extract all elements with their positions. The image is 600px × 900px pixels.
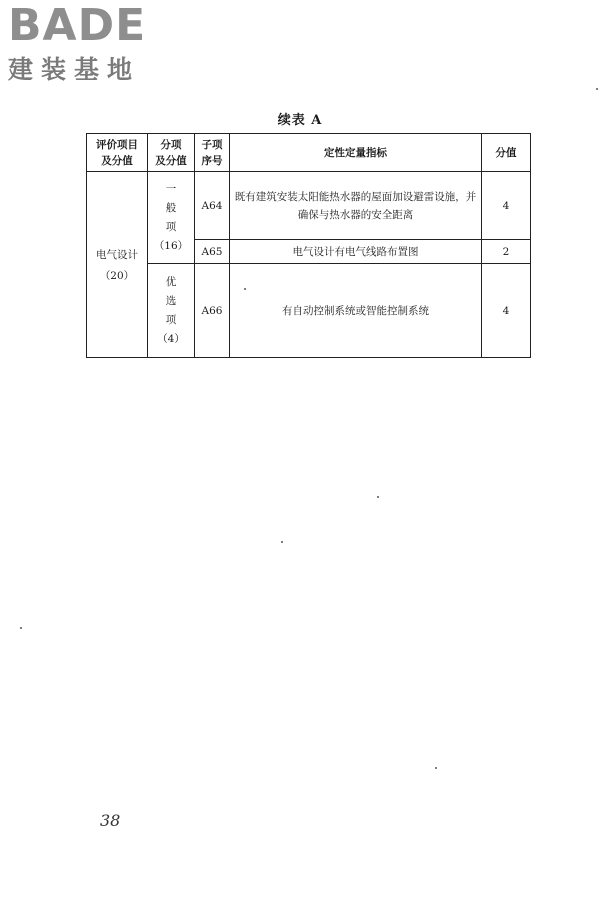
scan-speck (435, 767, 437, 769)
row-no: A66 (195, 264, 230, 358)
logo-subtitle: 建装基地 (8, 55, 141, 84)
group-preferred-name: 优 选 项 (165, 275, 177, 326)
header-sub-no (195, 134, 230, 172)
table-row (87, 172, 531, 240)
scan-speck (244, 288, 246, 290)
header-sub-item (148, 134, 195, 172)
group-general-cell (148, 172, 195, 264)
group-general-name: 一 般 项 (165, 182, 177, 233)
group-preferred-score: （4） (157, 332, 185, 345)
category-score: （20） (99, 269, 135, 282)
bade-logo (8, 0, 188, 86)
table-title: 续表 A (277, 113, 323, 128)
category-name: 电气设计 (96, 248, 138, 261)
page-number: 38 (100, 811, 121, 830)
table-header-row (87, 134, 531, 172)
scan-speck (281, 541, 283, 543)
group-preferred-cell (148, 264, 195, 358)
category-cell (87, 172, 148, 358)
group-general-score: （16） (153, 239, 189, 252)
table-row (87, 264, 531, 358)
evaluation-table (86, 133, 531, 358)
row-indicator: 电气设计有电气线路布置图 (230, 240, 482, 264)
row-no: A64 (195, 172, 230, 240)
header-evaluation-item (87, 134, 148, 172)
header-evaluation-item-text: 评价项目 及分值 (96, 138, 138, 167)
scan-speck (20, 627, 22, 629)
row-indicator: 有自动控制系统或智能控制系统 (230, 264, 482, 358)
row-score: 4 (482, 264, 531, 358)
header-score: 分值 (482, 134, 531, 172)
row-score: 4 (482, 172, 531, 240)
logo-wordmark: BADE (8, 0, 147, 51)
row-indicator: 既有建筑安装太阳能热水器的屋面加设避雷设施，并确保与热水器的安全距离 (230, 172, 482, 240)
row-no: A65 (195, 240, 230, 264)
header-sub-no-text: 子项 序号 (201, 138, 223, 167)
header-indicator: 定性定量指标 (230, 134, 482, 172)
header-sub-item-text: 分项 及分值 (155, 138, 187, 167)
scan-speck (596, 88, 598, 90)
row-score: 2 (482, 240, 531, 264)
scan-speck (377, 496, 379, 498)
